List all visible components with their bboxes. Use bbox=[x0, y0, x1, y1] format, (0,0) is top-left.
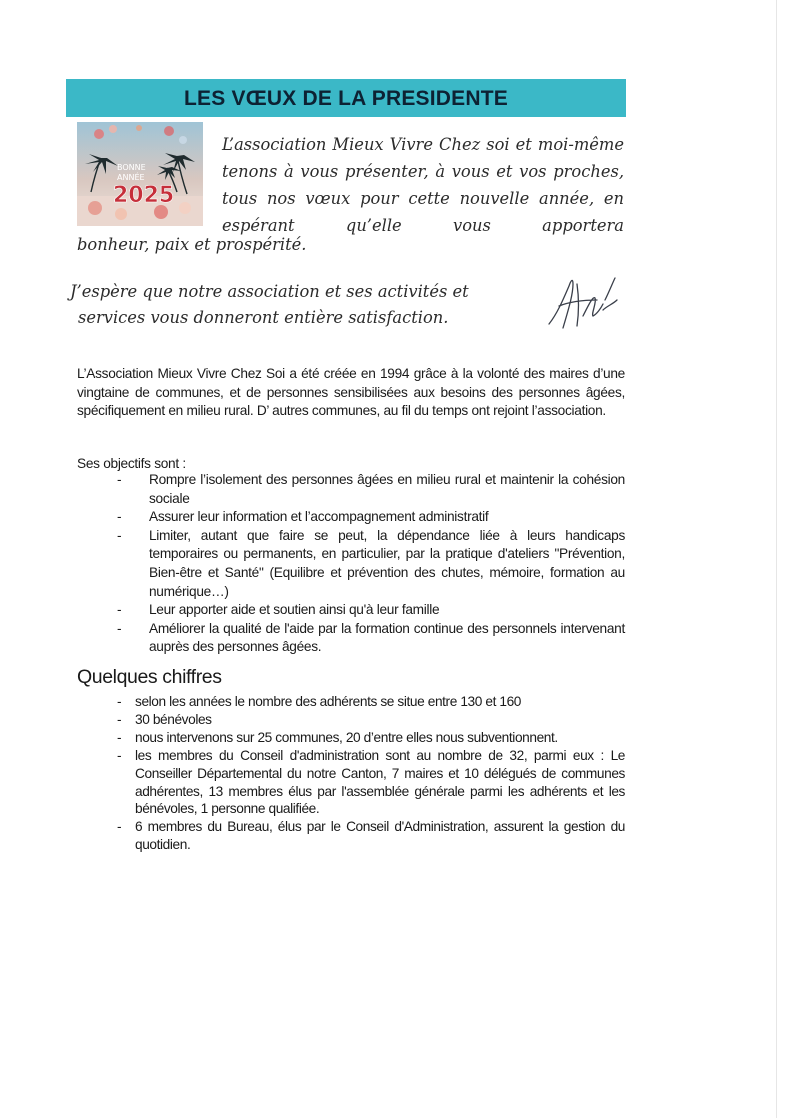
objectives-list bbox=[77, 471, 625, 657]
list-item: - nous intervenons sur 25 communes, 20 d’entre elles nous subventionnent. bbox=[117, 729, 558, 745]
list-item-text: selon les années le nombre des adhérents se situe entre 130 et 160 bbox=[135, 694, 522, 709]
objectives-title: Ses objectifs sont : bbox=[77, 456, 186, 471]
photo-year: 2025 bbox=[113, 183, 175, 208]
list-item-text: les membres du Conseil d'administration sont au nombre de 32, parmi eux : Le Conseiller Départemental du notre Canton, 7 maires et 10 délégués de communes adhérentes, 13 membres élus par l'assemblée générale parmi les adhérents et les bénévoles, 1 personne qualifiée. bbox=[135, 747, 625, 817]
list-item: - 30 bénévoles bbox=[117, 711, 212, 727]
list-item-text: Assurer leur information et l’accompagnement administratif bbox=[149, 509, 489, 525]
list-item: - Assurer leur information et l’accompagnement administratif bbox=[117, 509, 489, 525]
handwritten-signature bbox=[543, 270, 623, 334]
list-item: - Rompre l’isolement des personnes âgées en milieu rural et maintenir la cohésion sociale bbox=[117, 472, 625, 506]
list-item: - Améliorer la qualité de l'aide par la formation continue des personnels intervenant auprès des personnes âgées. bbox=[117, 620, 625, 655]
list-item-text: Améliorer la qualité de l'aide par la formation continue des personnels intervenant auprès des personnes âgées. bbox=[149, 620, 625, 655]
figures-title: Quelques chiffres bbox=[77, 666, 222, 688]
wishes-paragraph: L’association Mieux Vivre Chez soi et moi-même tenons à vous présenter, à vous et vos proches, tous nos vœux pour cette nouvelle année, en espérant qu’elle vous apportera bbox=[222, 135, 624, 235]
list-item: - selon les années le nombre des adhérents se situe entre 130 et 160 bbox=[117, 694, 522, 709]
page-title: LES VŒUX DE LA PRESIDENTE bbox=[184, 87, 508, 110]
list-item-text: 6 membres du Bureau, élus par le Conseil d'Administration, assurent la gestion du quotidien. bbox=[135, 819, 625, 853]
wishes-tail: bonheur, paix et prospérité. bbox=[77, 235, 307, 254]
list-item: - les membres du Conseil d'administration sont au nombre de 32, parmi eux : Le Conseiller Départemental du notre Canton, 7 maires et 10 délégués de communes adhérentes, 13 membres élus par l'assemblée générale parmi les adhérents et les bénévoles, 1 personne qualifiée. bbox=[117, 747, 625, 817]
list-item: - 6 membres du Bureau, élus par le Conseil d'Administration, assurent la gestion du quotidien. bbox=[117, 819, 625, 853]
hope-paragraph bbox=[70, 279, 520, 331]
photo-annee: ANNÉE bbox=[117, 173, 145, 182]
title-banner bbox=[66, 79, 626, 117]
list-item: - Leur apporter aide et soutien ainsi qu'à leur famille bbox=[117, 602, 440, 618]
list-item-text: 30 bénévoles bbox=[135, 711, 212, 727]
new-year-photo bbox=[77, 122, 203, 226]
new-year-illustration bbox=[77, 122, 203, 226]
figures-list bbox=[77, 693, 625, 854]
hope-line: J’espère que notre association et ses activités et bbox=[70, 282, 469, 301]
photo-bonne: BONNE bbox=[117, 163, 146, 172]
list-item: - Limiter, autant que faire se peut, la dépendance liée à leurs handicaps temporaires ou permanents, en particulier, par la pratique d'ateliers "Prévention, Bien-être et Santé" (Equilibre et prévention des chutes, mémoire, formation au numérique…) bbox=[117, 527, 625, 599]
page-edge bbox=[776, 0, 777, 1118]
list-item-text: Limiter, autant que faire se peut, la dépendance liée à leurs handicaps temporaires ou permanents, en particulier, par la pratique d'ateliers "Prévention, Bien-être et Santé" (Equilibre et prévention des chutes, mémoire, formation au numérique…) bbox=[149, 527, 625, 599]
hope-line: services vous donneront entière satisfaction. bbox=[78, 308, 449, 327]
list-item-text: Rompre l’isolement des personnes âgées en milieu rural et maintenir la cohésion sociale bbox=[149, 472, 625, 506]
list-item-text: Leur apporter aide et soutien ainsi qu'à leur famille bbox=[149, 602, 440, 618]
association-intro: L’Association Mieux Vivre Chez Soi a été créée en 1994 grâce à la volonté des maires d’une vingtaine de communes, et de personnes sensibilisées aux besoins des personnes âgées, spécifiquement en milieu rural. D’ autres communes, au fil du temps ont rejoint l’association. bbox=[77, 366, 625, 419]
list-item-text: nous intervenons sur 25 communes, 20 d’entre elles nous subventionnent. bbox=[135, 729, 558, 745]
